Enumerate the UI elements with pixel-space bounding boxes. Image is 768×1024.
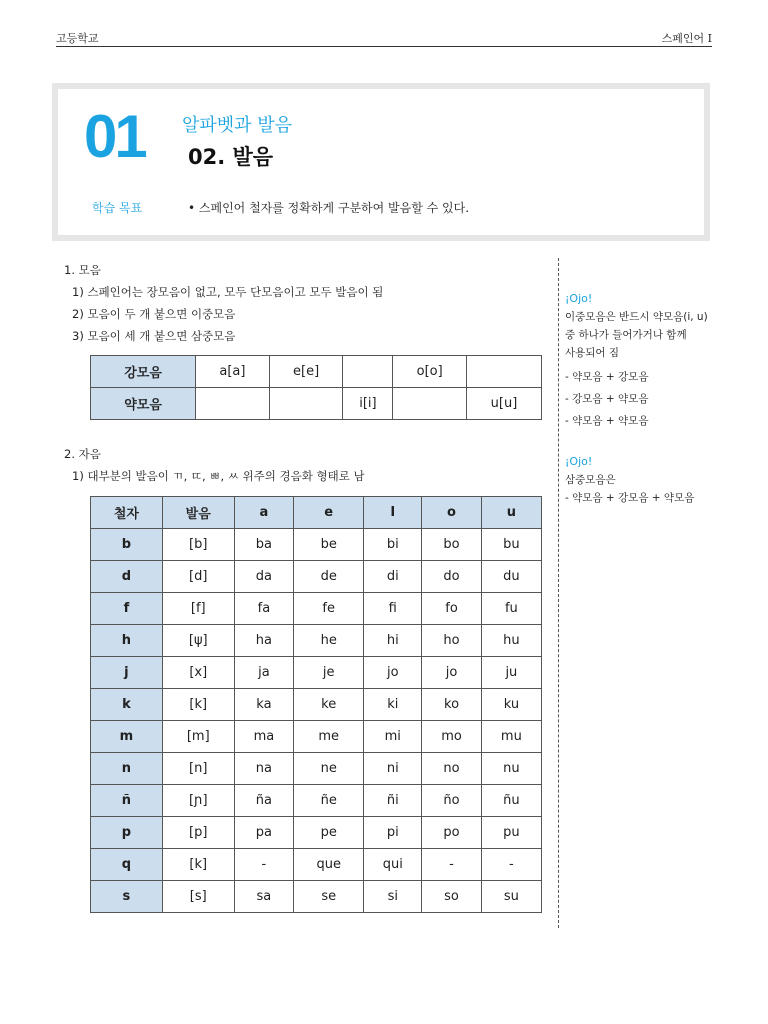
syllable-cell: ba — [234, 529, 294, 561]
letter-cell: b — [91, 529, 163, 561]
syllable-cell: qui — [364, 849, 422, 881]
syllable-cell: ki — [364, 689, 422, 721]
syllable-cell: fo — [422, 593, 481, 625]
table-row — [91, 529, 542, 561]
chapter-subtitle: 알파벳과 발음 — [182, 115, 293, 136]
letter-cell: n — [91, 753, 163, 785]
letter-cell: f — [91, 593, 163, 625]
syllable-cell: ni — [364, 753, 422, 785]
table-row — [91, 561, 542, 593]
section1-item-3: 3) 모음이 세 개 붙으면 삼중모음 — [72, 329, 236, 343]
syllable-cell: be — [294, 529, 364, 561]
table-row — [91, 753, 542, 785]
note-line: - 약모음 + 강모음 + 약모음 — [565, 492, 695, 504]
syllable-cell: da — [234, 561, 294, 593]
syllable-cell: ja — [234, 657, 294, 689]
page-title: 02. 발음 — [188, 145, 274, 169]
syllable-cell: bu — [481, 529, 541, 561]
syllable-cell: jo — [364, 657, 422, 689]
syllable-cell: ño — [422, 785, 481, 817]
syllable-cell: ha — [234, 625, 294, 657]
syllable-cell: me — [294, 721, 364, 753]
section2-heading: 2. 자음 — [64, 447, 101, 461]
vowel-table — [90, 355, 542, 420]
vowel-cell — [269, 388, 343, 420]
syllable-cell: se — [294, 881, 364, 913]
note-line: 사용되어 짐 — [565, 347, 620, 359]
letter-cell: m — [91, 721, 163, 753]
syllable-cell: - — [234, 849, 294, 881]
syllable-cell: fe — [294, 593, 364, 625]
syllable-cell: pi — [364, 817, 422, 849]
syllable-cell: so — [422, 881, 481, 913]
syllable-cell: fa — [234, 593, 294, 625]
note-line: - 약모음 + 강모음 — [565, 371, 649, 383]
syllable-cell: mi — [364, 721, 422, 753]
pronunciation-cell: [p] — [162, 817, 234, 849]
syllable-cell: - — [422, 849, 481, 881]
section2-item-1: 1) 대부분의 발음이 ㄲ, ㄸ, ㅃ, ㅆ 위주의 경음화 형태로 남 — [72, 469, 365, 483]
section1-heading: 1. 모음 — [64, 263, 101, 277]
syllable-cell: ko — [422, 689, 481, 721]
column-header: 발음 — [162, 497, 234, 529]
note-title: ¡Ojo! — [565, 455, 593, 468]
table-row — [91, 721, 542, 753]
header-right: 스페인어 I — [661, 32, 712, 45]
letter-cell: p — [91, 817, 163, 849]
syllable-cell: ne — [294, 753, 364, 785]
table-row — [91, 849, 542, 881]
pronunciation-cell: [ɲ] — [162, 785, 234, 817]
syllable-cell: no — [422, 753, 481, 785]
syllable-cell: ke — [294, 689, 364, 721]
letter-cell: ñ — [91, 785, 163, 817]
title-box — [52, 83, 710, 241]
letter-cell: d — [91, 561, 163, 593]
goal-text: • 스페인어 철자를 정확하게 구분하여 발음할 수 있다. — [188, 201, 470, 215]
chapter-number: 01 — [84, 103, 145, 170]
syllable-cell: je — [294, 657, 364, 689]
syllable-cell: sa — [234, 881, 294, 913]
note-title: ¡Ojo! — [565, 292, 593, 305]
note-line: 중 하나가 들어가거나 함께 — [565, 329, 687, 341]
pronunciation-cell: [f] — [162, 593, 234, 625]
pronunciation-cell: [b] — [162, 529, 234, 561]
syllable-cell: - — [481, 849, 541, 881]
vowel-cell: a[a] — [196, 356, 270, 388]
vowel-row-header: 강모음 — [91, 356, 196, 388]
table-row — [91, 657, 542, 689]
syllable-cell: ma — [234, 721, 294, 753]
table-row — [91, 593, 542, 625]
consonant-table-header — [91, 497, 542, 529]
syllable-cell: pe — [294, 817, 364, 849]
page-header — [56, 30, 712, 47]
vowel-cell — [393, 388, 467, 420]
letter-cell: j — [91, 657, 163, 689]
vowel-table-row — [91, 356, 542, 388]
syllable-cell: de — [294, 561, 364, 593]
syllable-cell: ñi — [364, 785, 422, 817]
syllable-cell: si — [364, 881, 422, 913]
pronunciation-cell: [ψ] — [162, 625, 234, 657]
vowel-table-row — [91, 388, 542, 420]
vowel-cell — [196, 388, 270, 420]
vowel-cell: u[u] — [466, 388, 541, 420]
syllable-cell: pu — [481, 817, 541, 849]
table-row — [91, 785, 542, 817]
syllable-cell: ka — [234, 689, 294, 721]
consonant-table — [90, 496, 542, 913]
syllable-cell: nu — [481, 753, 541, 785]
section1-item-2: 2) 모음이 두 개 붙으면 이중모음 — [72, 307, 236, 321]
syllable-cell: hu — [481, 625, 541, 657]
syllable-cell: ñu — [481, 785, 541, 817]
note-line: 삼중모음은 — [565, 474, 616, 486]
syllable-cell: fi — [364, 593, 422, 625]
section1-item-1: 1) 스페인어는 장모음이 없고, 모두 단모음이고 모두 발음이 됨 — [72, 285, 384, 299]
syllable-cell: jo — [422, 657, 481, 689]
syllable-cell: do — [422, 561, 481, 593]
syllable-cell: mo — [422, 721, 481, 753]
column-header: I — [364, 497, 422, 529]
syllable-cell: fu — [481, 593, 541, 625]
syllable-cell: que — [294, 849, 364, 881]
column-header: u — [481, 497, 541, 529]
syllable-cell: ju — [481, 657, 541, 689]
syllable-cell: ku — [481, 689, 541, 721]
column-header: 철자 — [91, 497, 163, 529]
vowel-cell: i[i] — [343, 388, 393, 420]
vowel-cell — [343, 356, 393, 388]
letter-cell: s — [91, 881, 163, 913]
pronunciation-cell: [s] — [162, 881, 234, 913]
pronunciation-cell: [k] — [162, 849, 234, 881]
syllable-cell: pa — [234, 817, 294, 849]
column-divider — [558, 258, 559, 928]
vowel-cell: e[e] — [269, 356, 343, 388]
table-row — [91, 625, 542, 657]
note-line: - 약모음 + 약모음 — [565, 415, 649, 427]
syllable-cell: hi — [364, 625, 422, 657]
letter-cell: k — [91, 689, 163, 721]
column-header: a — [234, 497, 294, 529]
header-left: 고등학교 — [56, 32, 99, 45]
table-row — [91, 689, 542, 721]
letter-cell: h — [91, 625, 163, 657]
note-diphthong — [565, 290, 725, 430]
syllable-cell: su — [481, 881, 541, 913]
syllable-cell: ña — [234, 785, 294, 817]
vowel-cell: o[o] — [393, 356, 467, 388]
vowel-row-header: 약모음 — [91, 388, 196, 420]
syllable-cell: po — [422, 817, 481, 849]
note-triphthong — [565, 453, 725, 507]
syllable-cell: ho — [422, 625, 481, 657]
table-row — [91, 817, 542, 849]
syllable-cell: du — [481, 561, 541, 593]
pronunciation-cell: [n] — [162, 753, 234, 785]
letter-cell: q — [91, 849, 163, 881]
syllable-cell: he — [294, 625, 364, 657]
syllable-cell: na — [234, 753, 294, 785]
note-line: - 강모음 + 약모음 — [565, 393, 649, 405]
syllable-cell: ñe — [294, 785, 364, 817]
pronunciation-cell: [k] — [162, 689, 234, 721]
goal-label: 학습 목표 — [92, 201, 143, 215]
column-header: e — [294, 497, 364, 529]
pronunciation-cell: [x] — [162, 657, 234, 689]
column-header: o — [422, 497, 481, 529]
syllable-cell: mu — [481, 721, 541, 753]
note-line: 이중모음은 반드시 약모음(i, u) — [565, 311, 708, 323]
vowel-cell — [466, 356, 541, 388]
pronunciation-cell: [m] — [162, 721, 234, 753]
pronunciation-cell: [d] — [162, 561, 234, 593]
table-row — [91, 881, 542, 913]
syllable-cell: di — [364, 561, 422, 593]
syllable-cell: bi — [364, 529, 422, 561]
syllable-cell: bo — [422, 529, 481, 561]
